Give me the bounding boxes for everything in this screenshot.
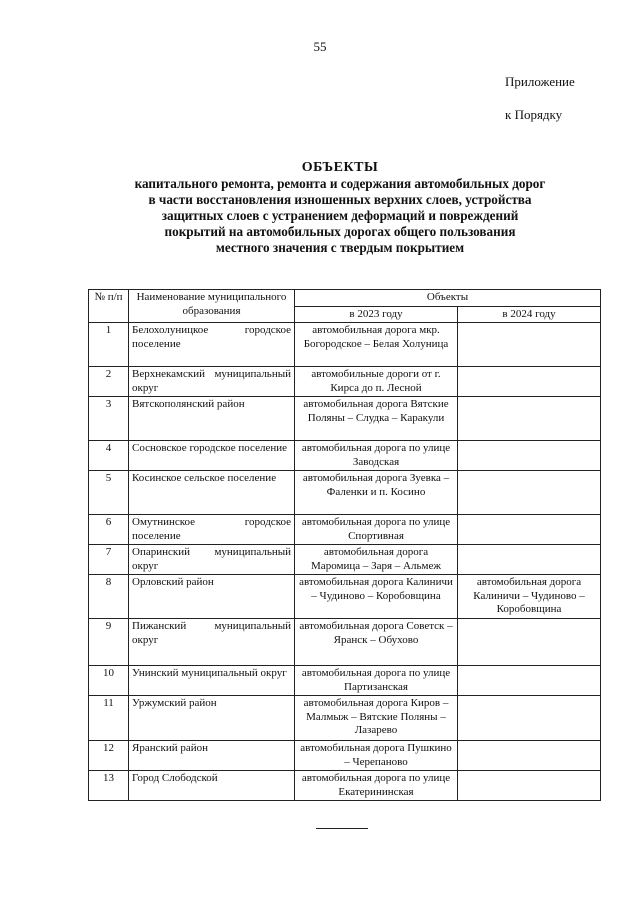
document-title — [80, 160, 600, 256]
object-2023: автомобильная дорога Зуевка – Фаленки и п. Косино — [295, 471, 458, 515]
table-row — [89, 545, 601, 575]
object-2023: автомобильная дорога Пушкино – Черепаново — [295, 741, 458, 771]
header-objects: Объекты — [295, 290, 601, 307]
municipality-name: Косинское сельское поселение — [129, 471, 295, 515]
object-2024 — [458, 397, 601, 441]
object-2024 — [458, 771, 601, 801]
table-row — [89, 367, 601, 397]
object-2024 — [458, 471, 601, 515]
object-2024 — [458, 545, 601, 575]
row-number: 2 — [89, 367, 129, 397]
municipality-name: Унинский муниципальный округ — [129, 666, 295, 696]
municipality-name: Уржумский район — [129, 696, 295, 741]
row-number: 4 — [89, 441, 129, 471]
header-year-2024: в 2024 году — [458, 306, 601, 323]
object-2023: автомобильная дорога по улице Партизанская — [295, 666, 458, 696]
title-subtitle-line: в части восстановления изношенных верхних слоев, устройства — [148, 192, 532, 207]
row-number: 5 — [89, 471, 129, 515]
object-2024: автомобильная дорога Калиничи – Чудиново – Коробовщина — [458, 575, 601, 619]
object-2023: автомобильная дорога Вятские Поляны – Слудка – Каракули — [295, 397, 458, 441]
object-2024 — [458, 666, 601, 696]
object-2024 — [458, 323, 601, 367]
municipality-name: Орловский район — [129, 575, 295, 619]
object-2023: автомобильная дорога мкр. Богородское – Белая Холуница — [295, 323, 458, 367]
header-number: № п/п — [89, 290, 129, 323]
end-divider — [316, 828, 368, 829]
header-year-2023: в 2023 году — [295, 306, 458, 323]
appendix-label: Приложение — [505, 74, 575, 89]
object-2024 — [458, 367, 601, 397]
title-subtitle-line: местного значения с твердым покрытием — [215, 240, 465, 255]
appendix-reference: к Порядку — [505, 107, 563, 122]
table-row — [89, 741, 601, 771]
table-row — [89, 471, 601, 515]
title-subtitle-line: защитных слоев с устранением деформаций и повреждений — [161, 208, 519, 223]
object-2024 — [458, 441, 601, 471]
row-number: 7 — [89, 545, 129, 575]
row-number: 11 — [89, 696, 129, 741]
title-subtitle-line: покрытий на автомобильных дорогах общего пользования — [164, 224, 516, 239]
object-2024 — [458, 619, 601, 666]
municipality-name: Город Слободской — [129, 771, 295, 801]
object-2023: автомобильная дорога по улице Екатерининская — [295, 771, 458, 801]
page-number: 55 — [313, 39, 327, 54]
municipality-name: Вятскополянский район — [129, 397, 295, 441]
table-row — [89, 771, 601, 801]
object-2023: автомобильная дорога Советск – Яранск – Обухово — [295, 619, 458, 666]
object-2023: автомобильная дорога Маромица – Заря – Альмеж — [295, 545, 458, 575]
object-2023: автомобильная дорога Киров – Малмыж – Вятские Поляны – Лазарево — [295, 696, 458, 741]
object-2023: автомобильные дороги от г. Кирса до п. Лесной — [295, 367, 458, 397]
row-number: 12 — [89, 741, 129, 771]
object-2024 — [458, 696, 601, 741]
object-2023: автомобильная дорога Калиничи – Чудиново – Коробовщина — [295, 575, 458, 619]
object-2024 — [458, 515, 601, 545]
row-number: 10 — [89, 666, 129, 696]
objects-table — [88, 289, 601, 801]
municipality-name: Яранский район — [129, 741, 295, 771]
table-row — [89, 397, 601, 441]
table-row — [89, 323, 601, 367]
municipality-name: Сосновское городское поселение — [129, 441, 295, 471]
table-row — [89, 696, 601, 741]
municipality-name: Опаринский муниципальный округ — [129, 545, 295, 575]
object-2023: автомобильная дорога по улице Заводская — [295, 441, 458, 471]
object-2023: автомобильная дорога по улице Спортивная — [295, 515, 458, 545]
title-subtitle-line: капитального ремонта, ремонта и содержания автомобильных дорог — [134, 176, 546, 191]
table-row — [89, 441, 601, 471]
table-body — [89, 323, 601, 801]
object-2024 — [458, 741, 601, 771]
row-number: 13 — [89, 771, 129, 801]
table-row — [89, 515, 601, 545]
table-row — [89, 666, 601, 696]
municipality-name: Белохолуницкое городское поселение — [129, 323, 295, 367]
municipality-name: Пижанский муниципальный округ — [129, 619, 295, 666]
table-row — [89, 575, 601, 619]
row-number: 6 — [89, 515, 129, 545]
municipality-name: Верхнекамский муниципальный округ — [129, 367, 295, 397]
municipality-name: Омутнинское городское поселение — [129, 515, 295, 545]
row-number: 3 — [89, 397, 129, 441]
row-number: 8 — [89, 575, 129, 619]
header-municipality: Наименование муниципального образования — [129, 290, 295, 323]
table-row — [89, 619, 601, 666]
row-number: 1 — [89, 323, 129, 367]
row-number: 9 — [89, 619, 129, 666]
title-main: ОБЪЕКТЫ — [301, 160, 379, 175]
